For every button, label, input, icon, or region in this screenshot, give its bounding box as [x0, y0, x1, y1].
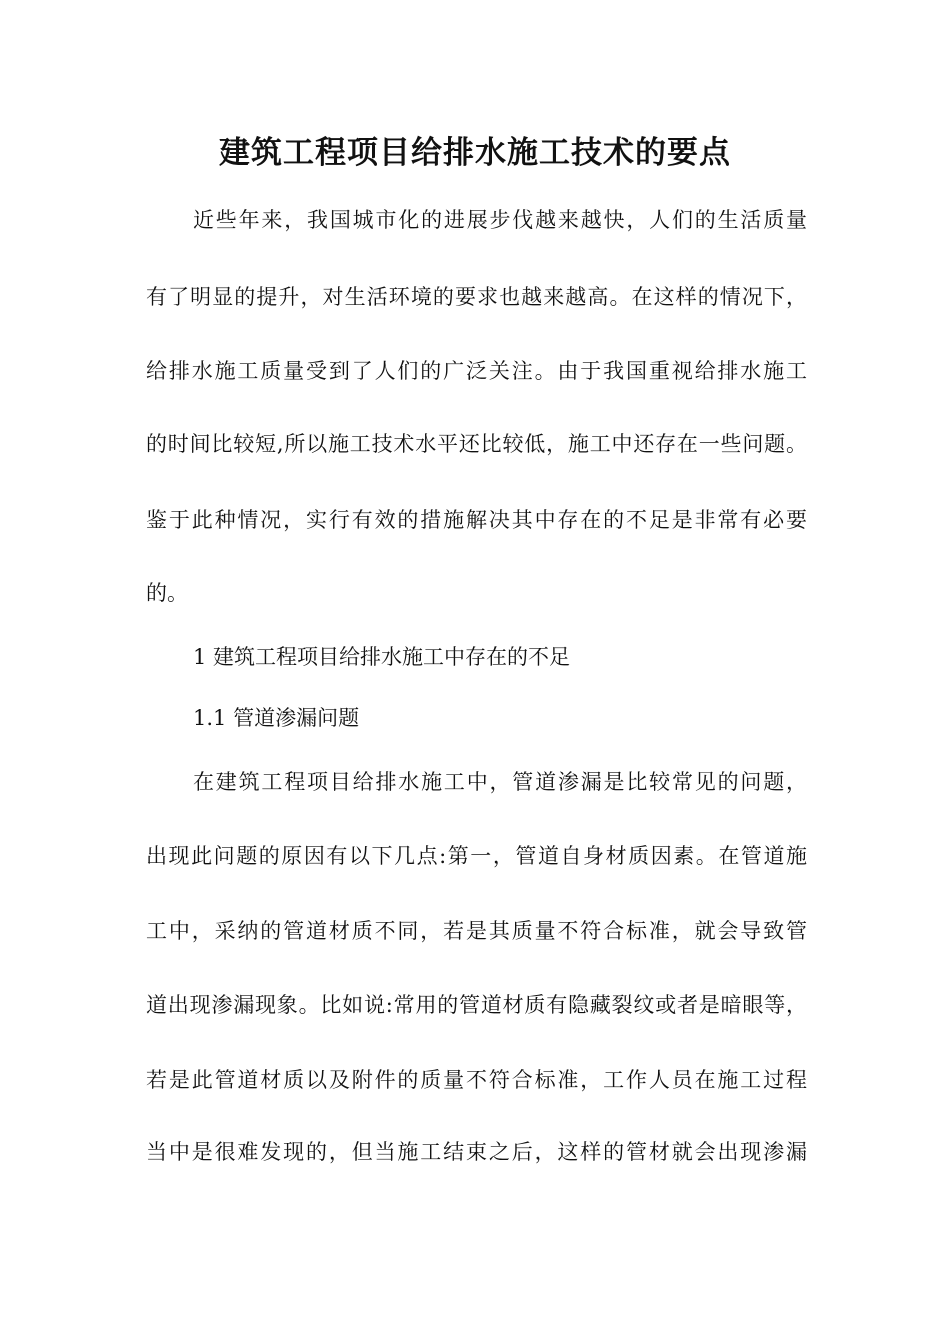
paragraph-2-line-3: 工中，采纳的管道材质不同，若是其质量不符合标准，就会导致管 — [146, 919, 807, 943]
section-heading-1: 1 建筑工程项目给排水施工中存在的不足 — [193, 645, 571, 669]
document-title: 建筑工程项目给排水施工技术的要点 — [219, 135, 731, 171]
paragraph-2-line-5: 若是此管道材质以及附件的质量不符合标准，工作人员在施工过程 — [146, 1068, 807, 1092]
section-heading-1-1: 1.1 管道渗漏问题 — [193, 706, 360, 730]
paragraph-1-line-2: 有了明显的提升，对生活环境的要求也越来越高。在这样的情况下， — [146, 285, 807, 309]
paragraph-1-line-1: 近些年来，我国城市化的进展步伐越来越快，人们的生活质量 — [193, 208, 807, 232]
paragraph-2-line-4: 道出现渗漏现象。比如说:常用的管道材质有隐藏裂纹或者是暗眼等， — [146, 993, 807, 1017]
paragraph-2-line-2: 出现此问题的原因有以下几点:第一，管道自身材质因素。在管道施 — [146, 844, 807, 868]
paragraph-2-line-1: 在建筑工程项目给排水施工中，管道渗漏是比较常见的问题， — [193, 770, 807, 794]
paragraph-1-line-3: 给排水施工质量受到了人们的广泛关注。由于我国重视给排水施工 — [146, 359, 807, 383]
paragraph-1-line-5: 鉴于此种情况，实行有效的措施解决其中存在的不足是非常有必要 — [146, 508, 807, 532]
paragraph-2-line-6: 当中是很难发现的，但当施工结束之后，这样的管材就会出现渗漏 — [146, 1140, 807, 1164]
paragraph-1-line-6: 的。 — [146, 581, 188, 605]
paragraph-1-line-4: 的时间比较短,所以施工技术水平还比较低，施工中还存在一些问题。 — [146, 432, 807, 456]
